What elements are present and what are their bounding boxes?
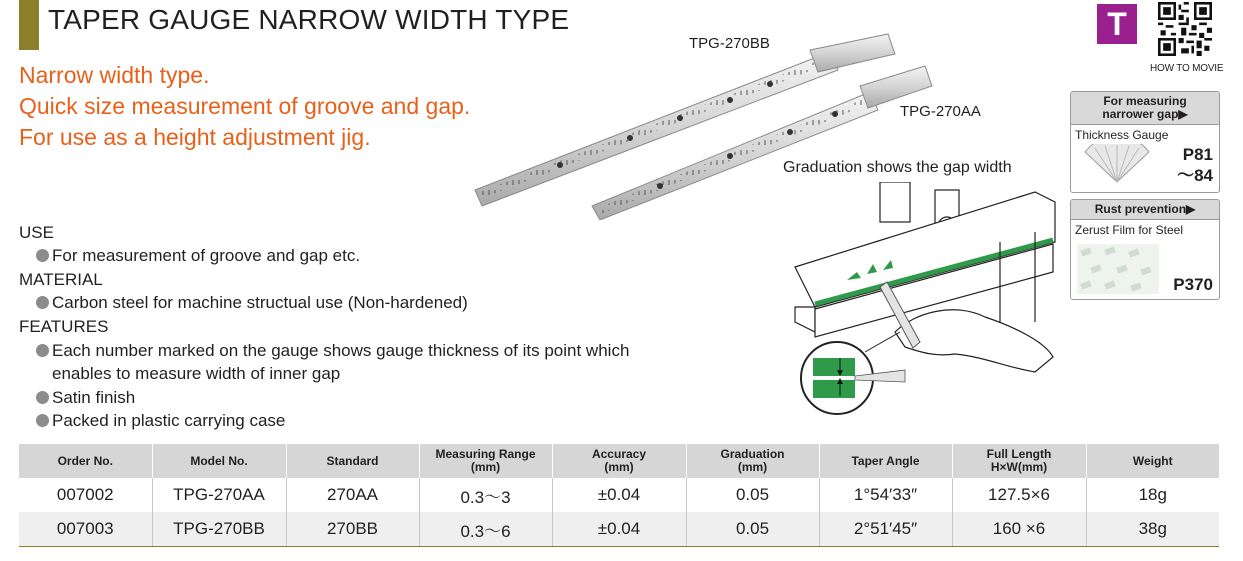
column-header: Order No. (19, 444, 152, 478)
use-item (36, 246, 360, 266)
table-cell: 007002 (19, 478, 152, 512)
card-page-line-2: ～84 (1177, 166, 1213, 185)
material-item-text: Carbon steel for machine structual use (Non-hardened) (52, 293, 468, 312)
zerust-film-icon (1077, 244, 1159, 294)
bullet-dot (36, 344, 49, 357)
table-cell: 007003 (19, 512, 152, 547)
bullet-dot (36, 296, 49, 309)
table-cell: 38g (1086, 512, 1219, 547)
bullet-dot (36, 249, 49, 262)
spec-table (19, 444, 1219, 547)
usage-illustration (785, 182, 1060, 427)
table-row (19, 478, 1219, 512)
tagline-3: For use as a height adjustment jig. (19, 124, 371, 150)
card-header-text: Rust prevention▶ (1094, 202, 1196, 216)
table-cell: 270AA (286, 478, 419, 512)
column-header: Weight (1086, 444, 1219, 478)
table-cell: 0.05 (686, 478, 819, 512)
table-cell: 2°51′45″ (819, 512, 952, 547)
feature-item-2 (36, 388, 135, 408)
bullet-dot (36, 391, 49, 404)
card-header-line-2: narrower gap▶ (1102, 107, 1188, 121)
t-category-badge: T (1097, 4, 1137, 44)
use-item-text: For measurement of groove and gap etc. (52, 246, 361, 265)
column-header: Graduation (mm) (686, 444, 819, 478)
model-label-bb: TPG-270BB (689, 35, 770, 52)
how-to-movie-label: HOW TO MOVIE (1150, 63, 1224, 74)
feature-item-3 (36, 411, 285, 431)
column-header: Taper Angle (819, 444, 952, 478)
title-accent-bar (19, 0, 39, 50)
table-header-row (19, 444, 1219, 478)
card-header (1071, 92, 1219, 125)
card-subtitle: Thickness Gauge (1075, 128, 1169, 142)
feature-item-2-text: Satin finish (52, 388, 136, 407)
graduation-note: Graduation shows the gap width (783, 159, 1012, 176)
use-heading: USE (19, 223, 54, 242)
card-header-line-1: For measuring (1103, 94, 1187, 108)
table-cell: 18g (1086, 478, 1219, 512)
table-cell: ±0.04 (552, 478, 686, 512)
card-page-ref: P370 (1173, 275, 1213, 294)
feature-item-1 (36, 341, 629, 361)
table-cell: ±0.04 (552, 512, 686, 547)
rust-prevention-card[interactable] (1070, 199, 1220, 300)
tagline-1: Narrow width type. (19, 62, 210, 88)
feature-item-1-cont: enables to measure width of inner gap (52, 364, 341, 383)
table-cell: 0.3～3 (419, 478, 552, 512)
tagline-2: Quick size measurement of groove and gap. (19, 93, 471, 119)
table-cell: 127.5×6 (952, 478, 1086, 512)
card-page-ref (1177, 144, 1213, 186)
table-row (19, 512, 1219, 547)
material-heading: MATERIAL (19, 270, 103, 289)
card-header (1071, 200, 1219, 220)
table-cell: 160 ×6 (952, 512, 1086, 547)
table-cell: TPG-270BB (152, 512, 286, 547)
thickness-gauge-icon (1081, 144, 1153, 184)
qr-code-icon[interactable] (1158, 2, 1212, 56)
table-cell: 0.05 (686, 512, 819, 547)
feature-item-3-text: Packed in plastic carrying case (52, 411, 286, 430)
bullet-dot (36, 414, 49, 427)
table-cell: 0.3～6 (419, 512, 552, 547)
column-header: Model No. (152, 444, 286, 478)
model-label-aa: TPG-270AA (900, 103, 981, 120)
table-cell: 1°54′33″ (819, 478, 952, 512)
material-item (36, 293, 468, 313)
card-subtitle: Zerust Film for Steel (1075, 223, 1184, 237)
page-title: TAPER GAUGE NARROW WIDTH TYPE (48, 4, 570, 35)
column-header: Standard (286, 444, 419, 478)
thickness-gauge-card[interactable] (1070, 91, 1220, 193)
card-page-line-1: P81 (1182, 145, 1213, 164)
features-heading: FEATURES (19, 317, 109, 336)
column-header: Measuring Range (mm) (419, 444, 552, 478)
column-header: Accuracy (mm) (552, 444, 686, 478)
feature-item-1-text: Each number marked on the gauge shows gauge thickness of its point which (52, 341, 630, 360)
table-cell: TPG-270AA (152, 478, 286, 512)
column-header: Full Length H×W(mm) (952, 444, 1086, 478)
table-cell: 270BB (286, 512, 419, 547)
